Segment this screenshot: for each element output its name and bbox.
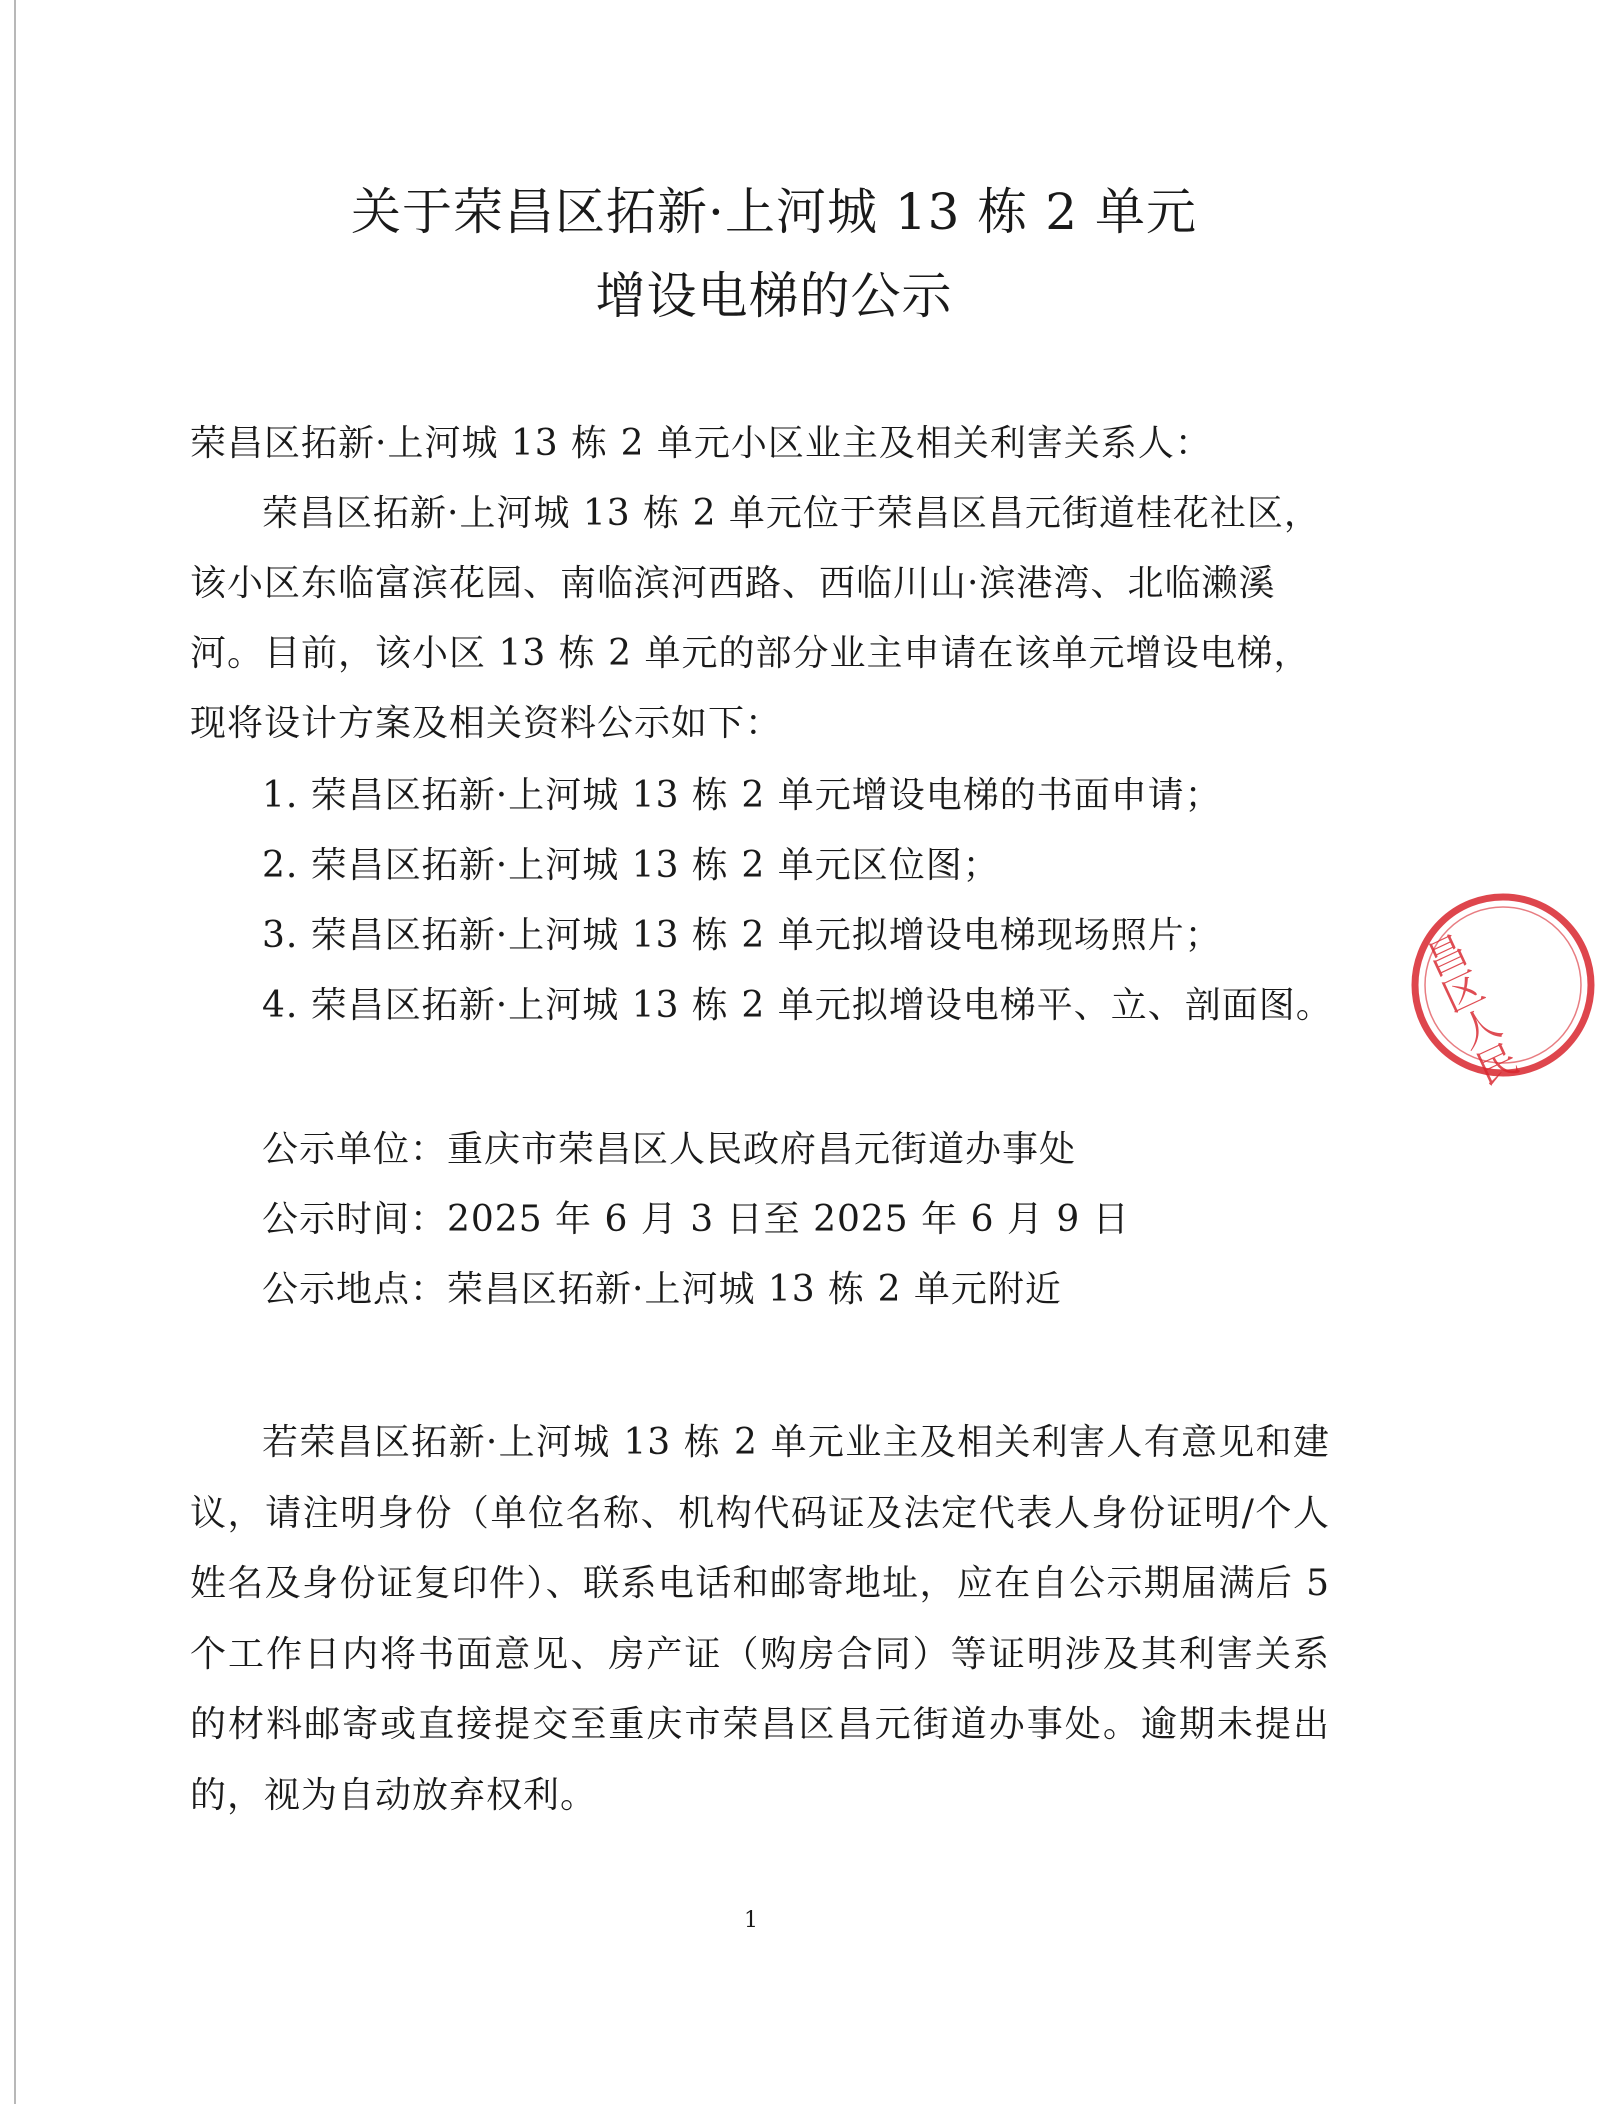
salutation: 荣昌区拓新·上河城 13 栋 2 单元小区业主及相关利害关系人： [190,423,1212,464]
closing-paragraph: 若荣昌区拓新·上河城 13 栋 2 单元业主及相关利害人有意见和建议，请注明身份（单位名称、机构代码证及法定代表人身份证明/个人姓名及身份证复印件）、联系电话和邮寄地址，应在自公示期届满后 5 个工作日内将书面意见、房产证（购房合同）等证明涉及其利害关系的材料邮寄或直接提交至重庆市荣昌区昌元街道办事处。逾期未提出的，视为自动放弃权利。 [190,1422,1330,1816]
attachment-list-item: 1. 荣昌区拓新·上河城 13 栋 2 单元增设电梯的书面申请； [262,775,1222,816]
attachment-list-item: 2. 荣昌区拓新·上河城 13 栋 2 单元区位图； [262,845,1000,886]
official-seal-text: 昌区人民 [1413,927,1523,1093]
scan-edge-line [14,0,16,2104]
intro-line: 现将设计方案及相关资料公示如下： [190,703,783,744]
intro-line: 河。目前，该小区 13 栋 2 单元的部分业主申请在该单元增设电梯， [190,633,1311,674]
document-title-line-2: 增设电梯的公示 [595,267,953,325]
intro-line: 荣昌区拓新·上河城 13 栋 2 单元位于荣昌区昌元街道桂花社区， [262,493,1321,534]
attachment-list-item: 4. 荣昌区拓新·上河城 13 栋 2 单元拟增设电梯平、立、剖面图。 [262,985,1333,1026]
document-title-line-1: 关于荣昌区拓新·上河城 13 栋 2 单元 [351,183,1197,241]
page-number: 1 [744,1908,758,1933]
publicity-time: 公示时间：2025 年 6 月 3 日至 2025 年 6 月 9 日 [262,1199,1130,1240]
publicity-unit: 公示单位：重庆市荣昌区人民政府昌元街道办事处 [262,1129,1077,1170]
intro-line: 该小区东临富滨花园、南临滨河西路、西临川山·滨港湾、北临濑溪 [190,563,1276,604]
attachment-list-item: 3. 荣昌区拓新·上河城 13 栋 2 单元拟增设电梯现场照片； [262,915,1222,956]
publicity-place: 公示地点：荣昌区拓新·上河城 13 栋 2 单元附近 [262,1269,1062,1310]
